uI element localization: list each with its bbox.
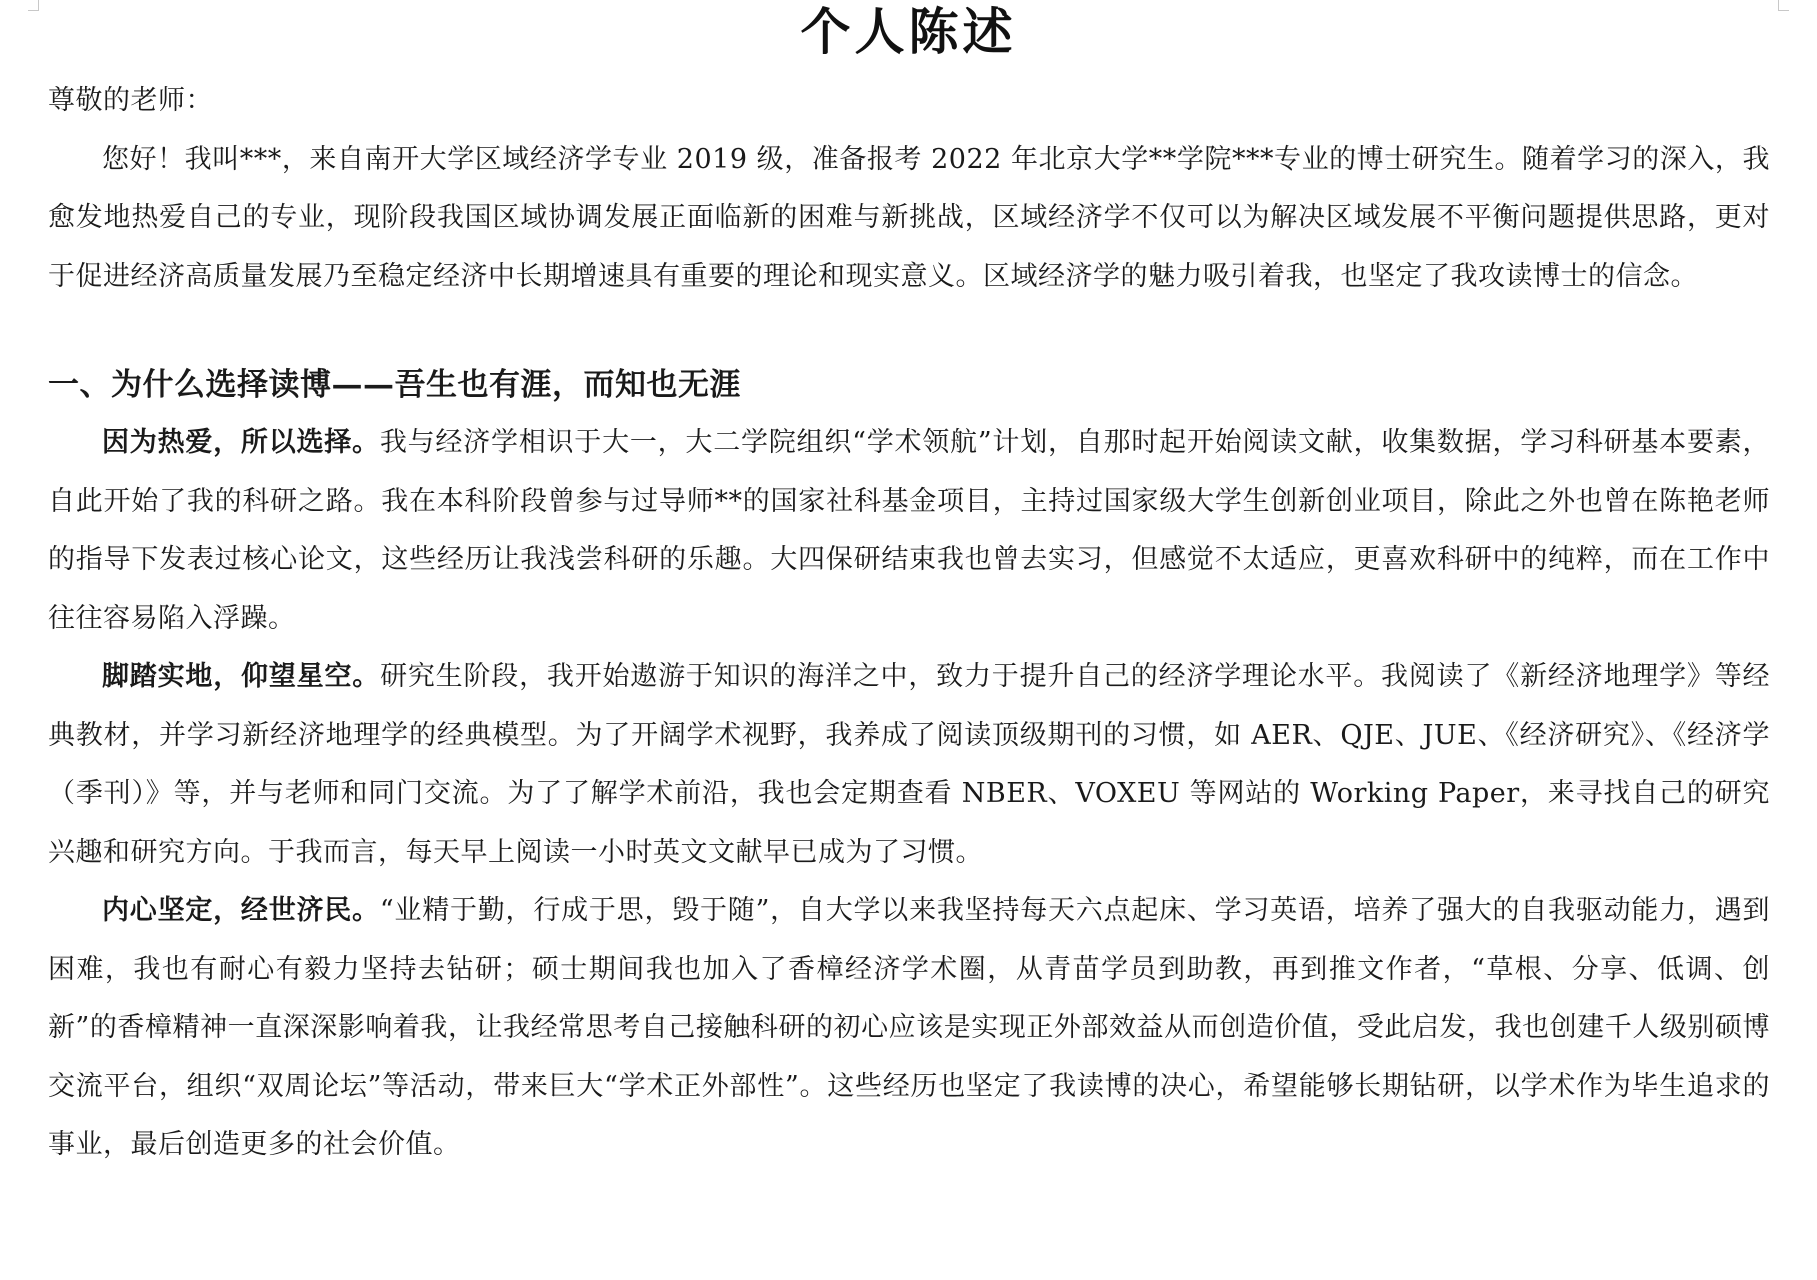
paragraph-text: 研究生阶段，我开始遨游于知识的海洋之中，致力于提升自己的经济学理论水平。我阅读了《新经济地理学》等经典教材，并学习新经济地理学的经典模型。为了开阔学术视野，我养成了阅读顶级期刊的习惯，如 AER、QJE、JUE、《经济研究》、《经济学（季刊）》等，并与老师和同门交流。为了了解学术前沿，我也会定期查看 NBER、VOXEU 等网站的 Working Paper，来寻找自己的研究兴趣和研究方向。于我而言，每天早上阅读一小时英文文献早已成为了习惯。	[48, 661, 1771, 868]
document-title: 个人陈述	[800, 2, 1017, 61]
paragraph-passion	[48, 414, 1770, 648]
document-body	[48, 72, 1770, 1175]
paragraph-lead: 脚踏实地，仰望星空。	[102, 661, 381, 692]
salutation: 尊敬的老师：	[48, 85, 213, 116]
paragraph-grounded	[48, 648, 1770, 882]
paragraph-text: 我与经济学相识于大一，大二学院组织“学术领航”计划，自那时起开始阅读文献，收集数据，学习科研基本要素，自此开始了我的科研之路。我在本科阶段曾参与过导师**的国家社科基金项目，主持过国家级大学生创新创业项目，除此之外也曾在陈艳老师的指导下发表过核心论文，这些经历让我浅尝科研的乐趣。大四保研结束我也曾去实习，但感觉不太适应，更喜欢科研中的纯粹，而在工作中往往容易陷入浮躁。	[48, 427, 1771, 634]
paragraph-resolve	[48, 882, 1770, 1175]
section-heading: 一、为什么选择读博——吾生也有涯，而知也无涯	[48, 367, 741, 403]
paragraph-text: “业精于勤，行成于思，毁于随”，自大学以来我坚持每天六点起床、学习英语，培养了强大的自我驱动能力，遇到困难，我也有耐心有毅力坚持去钻研；硕士期间我也加入了香樟经济学术圈，从青苗学员到助教，再到推文作者，“草根、分享、低调、创新”的香樟精神一直深深影响着我，让我经常思考自己接触科研的初心应该是实现正外部效益从而创造价值，受此启发，我也创建千人级别硕博交流平台，组织“双周论坛”等活动，带来巨大“学术正外部性”。这些经历也坚定了我读博的决心，希望能够长期钻研，以学术作为毕生追求的事业，最后创造更多的社会价值。	[48, 895, 1771, 1160]
intro-paragraph: 您好！我叫***，来自南开大学区域经济学专业 2019 级，准备报考 2022 年北京大学**学院***专业的博士研究生。随着学习的深入，我愈发地热爱自己的专业，现阶段我国区域协调发展正面临新的困难与新挑战，区域经济学不仅可以为解决区域发展不平衡问题提供思路，更对于促进经济高质量发展乃至稳定经济中长期增速具有重要的理论和现实意义。区域经济学的魅力吸引着我，也坚定了我攻读博士的信念。	[48, 143, 1770, 292]
paragraph-lead: 因为热爱，所以选择。	[102, 427, 380, 458]
paragraph-lead: 内心坚定，经世济民。	[102, 895, 380, 926]
